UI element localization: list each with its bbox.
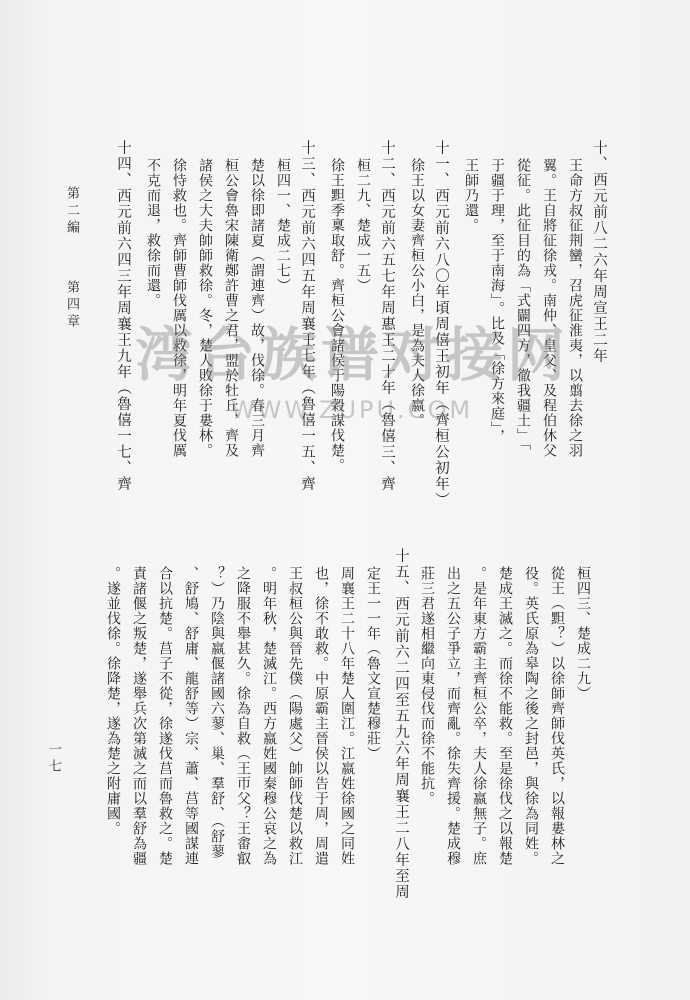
text-column: 莊三君遂相繼向東侵伐而徐不能抗。 <box>419 566 435 806</box>
text-column: 也，徐不敢救。中原霸主晉侯以告于周，周遣 <box>313 566 329 866</box>
text-column: 周襄王二十八年楚人圍江。江嬴姓徐國之同姓 <box>339 566 355 866</box>
text-column: 王師乃還。 <box>463 158 479 233</box>
text-column: 從征。此征目的為「式闢四方，徹我疆土」「 <box>515 158 531 451</box>
entry-heading: 十、西元前八二六年周宣王二年 <box>591 140 607 364</box>
text-column: 徐王䵣季稟取舒。齊桓公會諸侯于陽穀謀伐楚。 <box>329 158 345 473</box>
watermark-url: WWW.ZUPU.COM <box>230 396 474 424</box>
part-label: 第二編 <box>64 186 79 237</box>
text-column: 役。英氏原為皋陶之後之封邑，與徐為同姓。 <box>523 566 539 866</box>
text-column: 王叔桓公與晉先僕（陽處父）帥師伐楚以救江 <box>287 566 303 866</box>
text-column: 不克而退，救徐而還。 <box>145 158 161 308</box>
watermark-text: 湾台族谱对接网 <box>134 321 569 389</box>
text-column: 。是年東方霸主齊桓公卒，夫人徐嬴無子。庶 <box>471 566 487 866</box>
entry-heading: 十五、西元前六二四至五九六年周襄王二八年至周 <box>393 548 409 900</box>
text-column: 王命方叔征荆蠻，召虎征淮夷，以翦去徐之羽 <box>567 158 583 458</box>
text-column: 翼。王自將征徐戎。南仲、皇父、及程伯休父 <box>541 158 557 458</box>
text-column: 徐恃救也。齊師曹師伐厲以救徐，明年夏伐厲 <box>171 158 187 458</box>
text-column: 楚以徐即諸夏（謂連齊）故，伐徐。春三月齊 <box>249 158 265 458</box>
text-column: 于疆于理，至于南海」。比及「徐方來庭」， <box>489 158 505 444</box>
text-column: 定王一一年（魯文宣楚穆莊） <box>365 566 381 761</box>
text-column: 桓四一、楚成二七） <box>275 158 291 293</box>
text-column: 之降服不舉甚久。徐為自救（王帀父？王畬叡 <box>235 566 251 866</box>
entry-heading: 十二、西元前六五七年周惠王二十年（魯僖三、齊 <box>379 140 395 492</box>
text-column: 楚成王滅之。而徐不能救。至是徐伐之以報楚 <box>497 566 513 866</box>
text-column: 桓公會魯宋陳衛鄭許曹之君，盟於牡丘，齊及 <box>223 158 239 458</box>
entry-heading: 十三、西元前六四五年周襄王七年（魯僖一五、齊 <box>299 140 315 492</box>
text-column: 出之五公子爭立，而齊亂。徐失齊援。楚成穆 <box>445 566 461 866</box>
text-column: 桓二九、楚成一五） <box>355 158 371 293</box>
text-column: 桓四三、楚成二九） <box>575 566 591 701</box>
entry-heading: 十四、西元前六四三年周襄王九年（魯僖一七、齊 <box>115 140 131 492</box>
text-column: 徐王以女妻齊桓公小白，是為夫人徐嬴。 <box>409 158 425 428</box>
text-column: 合以抗楚。莒子不從，徐遂伐莒而魯救之。楚 <box>157 566 173 866</box>
text-column: 。遂並伐徐。徐降楚，遂為楚之附庸國。 <box>105 566 121 836</box>
chapter-label: 第四章 <box>64 280 79 331</box>
text-column: ？）乃陰與嬴偃諸國六蓼、巢、羣舒、（舒蓼 <box>209 566 225 859</box>
entry-heading: 十一、西元前六八〇年頃周僖王初年（齊桓公初年） <box>433 140 449 508</box>
page-number: 一七 <box>46 742 61 776</box>
text-column: 、舒鳩、舒庸、龍舒等）宗、蕭、莒等國謀連 <box>183 566 199 866</box>
text-column: 。明年秋，楚滅江。西方嬴姓國秦穆公哀之為 <box>261 566 277 866</box>
text-column: 諸侯之大夫帥師救徐。冬，楚人敗徐于婁林。 <box>197 158 213 458</box>
text-column: 責諸偃之叛楚，遂舉兵次第滅之而以羣舒為疆 <box>131 566 147 866</box>
text-column: 從王（䵣？）以徐師齊師伐英氏，以報婁林之 <box>549 566 565 866</box>
